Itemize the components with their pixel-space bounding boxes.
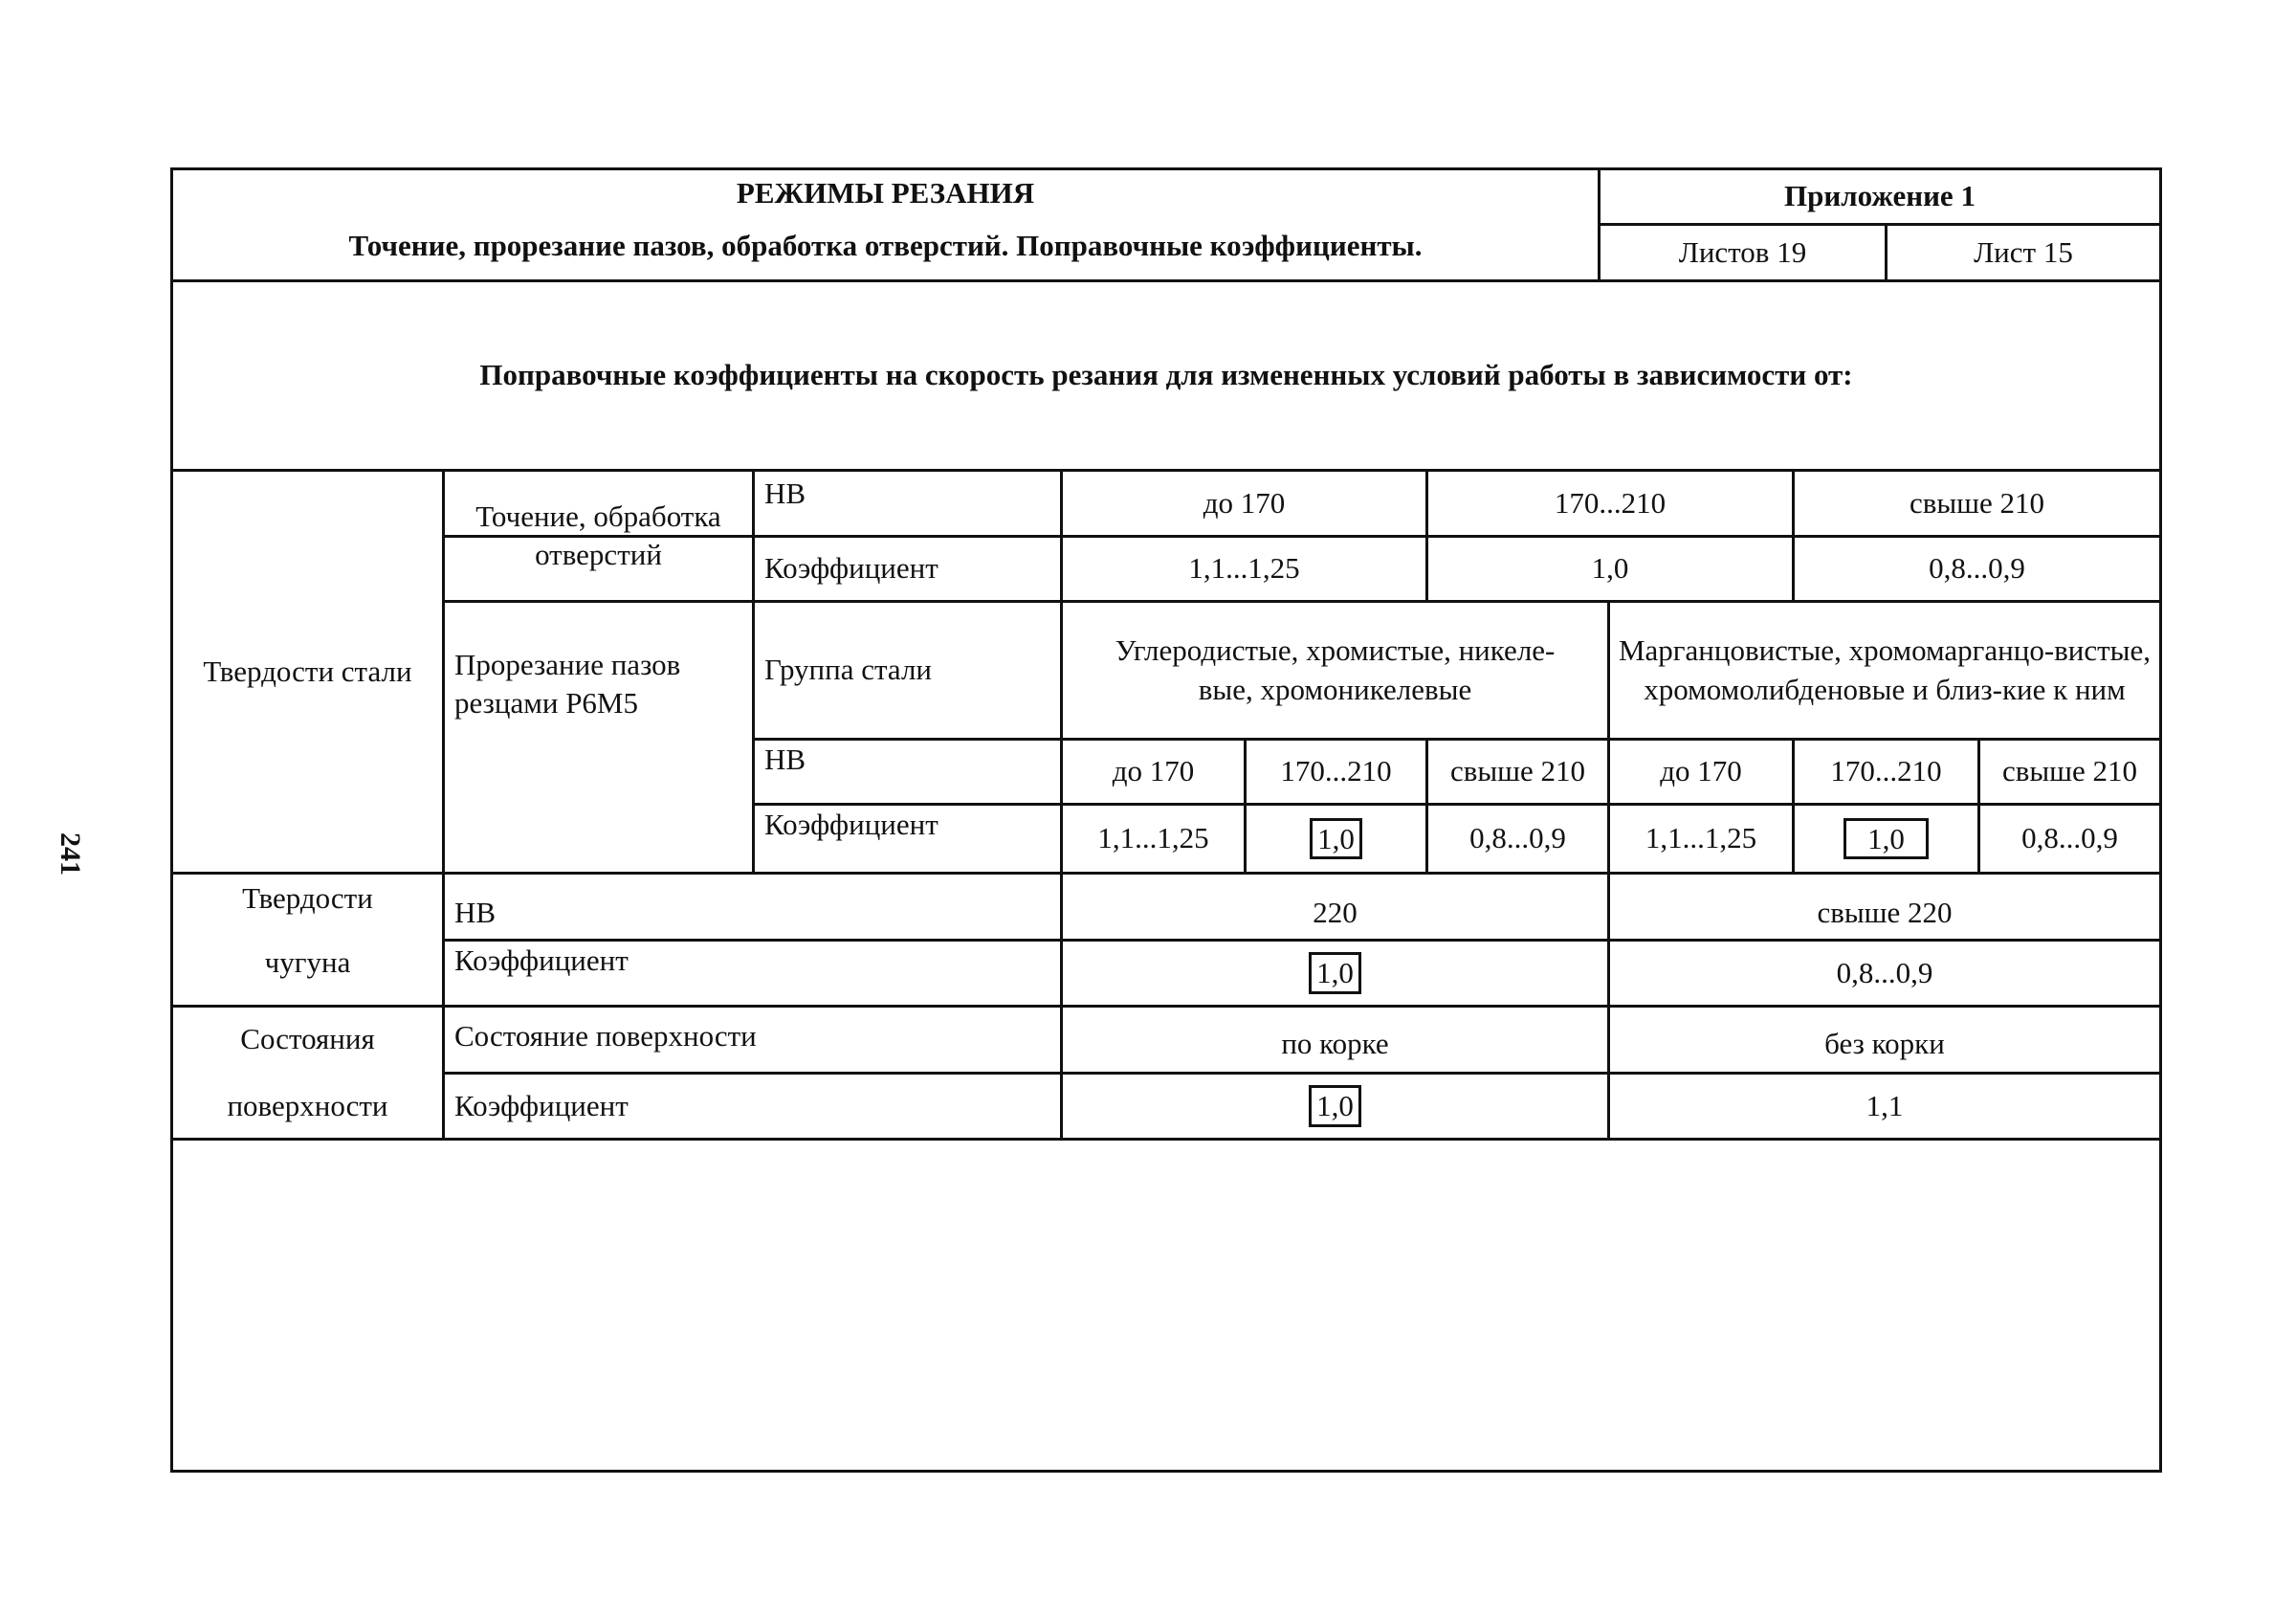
surface-coef-label: Коэффициент [454,1089,629,1122]
document-subtitle: Точение, прорезание пазов, обработка отверстий. Поправочные коэффициенты. [348,228,1423,262]
grooving-coef-b-2: 1,0 [1843,818,1929,859]
grooving-hb-label: НВ [764,743,806,776]
turning-hb-2: 170...210 [1554,485,1667,520]
turning-hb-label: НВ [764,477,806,510]
steel-group-a: Углеродистые, хромистые, никеле-вые, хромоникелевые [1115,633,1556,706]
turning-label: Точение, обработка отверстий [475,499,721,571]
grooving-hb-a-1: до 170 [1112,754,1195,788]
intro-text: Поправочные коэффициенты на скорость резания для измененных условий работы в зависимости от: [479,358,1853,392]
side-page-number: 241 [55,832,86,876]
appendix-label: Приложение 1 [1784,179,1976,213]
turning-coef-1: 1,1...1,25 [1188,551,1300,586]
frame-right [2159,167,2162,1473]
grooving-hb-b-2: 170...210 [1830,754,1942,788]
grooving-label: Прорезание пазов резцами Р6М5 [454,647,681,720]
grooving-coef-a-3: 0,8...0,9 [1469,821,1566,855]
cast-iron-coef-1: 1,0 [1309,952,1361,993]
turning-hb-1: до 170 [1203,485,1286,520]
grooving-hb-a-2: 170...210 [1280,754,1392,788]
steel-group-label: Твердости стали [203,654,412,688]
surface-label-2: поверхности [227,1088,388,1122]
cast-iron-label-1: Твердости [242,880,373,915]
surface-label-1: Состояния [240,1021,375,1055]
sheet-number: Лист 15 [1974,234,2073,269]
surface-state-1: по корке [1281,1027,1389,1061]
surface-coef-1: 1,0 [1309,1085,1361,1126]
grid-line [170,1138,2162,1141]
cast-iron-label-2: чугуна [264,944,351,979]
surface-coef-1-cell [1063,1075,1607,1138]
turning-coef-2: 1,0 [1591,551,1629,586]
turning-coef-label: Коэффициент [764,551,938,586]
document-title: РЕЖИМЫ РЕЗАНИЯ [736,175,1035,210]
grooving-coef-a-1: 1,1...1,25 [1097,821,1209,855]
steel-group-column-label: Группа стали [764,653,933,687]
grooving-coef-a-2: 1,0 [1310,818,1362,859]
surface-state-label: Состояние поверхности [454,1019,757,1054]
turning-coef-3: 0,8...0,9 [1929,551,2025,586]
cast-iron-coef-2: 0,8...0,9 [1836,955,1933,989]
grooving-hb-a-3: свыше 210 [1449,754,1586,788]
grooving-coef-a-2-cell [1247,806,1425,872]
grooving-coef-b-3: 0,8...0,9 [2021,821,2118,855]
grooving-coef-b-2-cell [1795,806,1977,872]
surface-coef-2: 1,1 [1866,1088,1904,1122]
sheets-total: Листов 19 [1678,234,1807,269]
grooving-hb-b-1: до 170 [1660,754,1742,788]
grooving-coef-b-1: 1,1...1,25 [1645,821,1757,855]
grooving-hb-b-3: свыше 210 [2001,754,2138,788]
grid-line [170,872,2162,875]
cast-iron-hb-1: 220 [1313,896,1358,930]
steel-group-b: Марганцовистые, хромомарганцо-вистые, хромомолибденовые и близ-кие к ним [1618,633,2152,706]
frame-bottom [170,1470,2162,1473]
turning-hb-3: свыше 210 [1909,485,2045,520]
cast-iron-coef-1-cell [1063,942,1607,1005]
cast-iron-hb-2: свыше 220 [1817,896,1953,930]
grooving-coef-label: Коэффициент [764,808,938,841]
surface-state-2: без корки [1824,1027,1945,1061]
cast-iron-hb-label: НВ [454,896,497,930]
cast-iron-coef-label: Коэффициент [454,943,629,977]
